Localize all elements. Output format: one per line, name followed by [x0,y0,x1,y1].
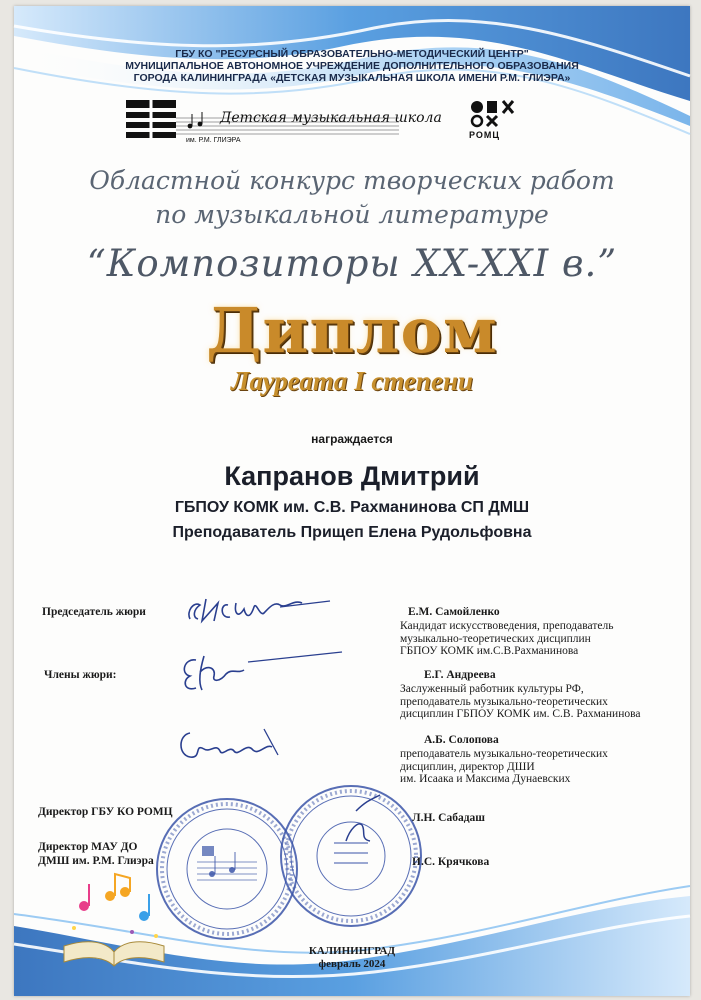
director2-label-line-1: Директор МАУ ДО [38,841,138,853]
director1-name: Л.Н. Сабадаш [412,812,485,824]
awarded-label: награждается [311,432,393,446]
member1-desc-line: Заслуженный работник культуры РФ, [400,683,584,695]
footer-date: февраль 2024 [318,958,386,970]
contest-title-line-2: по музыкальной литературе [155,200,549,229]
member2-description [400,748,690,786]
school-logo-text: Детская музыкальная школа [220,110,442,126]
organizations-header [14,48,690,84]
music-school-logo [124,96,442,144]
header-line-3: ГОРОДА КАЛИНИНГРАДА «ДЕТСКАЯ МУЗЫКАЛЬНАЯ ШКОЛА ИМЕНИ Р.М. ГЛИЭРА» [133,72,571,84]
chair-desc-line: Кандидат искусствоведения, преподаватель [400,620,614,632]
director1-label: Директор ГБУ КО РОМЦ [38,806,173,818]
chair-desc-line: ГБПОУ КОМК им.С.В.Рахманинова [400,645,579,657]
footer-place-date [14,945,690,971]
footer-city: КАЛИНИНГРАД [308,945,396,957]
laureate-degree: Лауреата I степени [230,366,474,396]
member1-desc-line: преподаватель музыкально-теоретических [400,695,608,708]
member2-desc-line: дисциплин, директор ДШИ [400,760,535,773]
contest-title-line-3: “Композиторы XX-XXI в.” [86,242,618,285]
director2-name: И.С. Крячкова [412,856,490,868]
recipient-name: Капранов Дмитрий [224,461,480,491]
diploma-page [14,6,690,996]
header-line-1: ГБУ КО "РЕСУРСНЫЙ ОБРАЗОВАТЕЛЬНО-МЕТОДИЧЕСКИЙ ЦЕНТР" [175,48,529,60]
school-logo-subtitle: им. Р.М. ГЛИЭРА [186,137,241,144]
member1-desc-line: дисциплин ГБПОУ КОМК им. С.В. Рахманинова [400,708,641,720]
member2-signature [174,721,294,771]
member1-description [400,683,690,721]
jury-chair-description [400,620,690,658]
member2-desc-line: им. Исаака и Максима Дунаевских [400,773,571,785]
jury-members-label: Члены жюри: [44,669,117,681]
jury-chair-label: Председатель жюри [42,606,146,618]
member2-desc-line: преподаватель музыкально-теоретических [400,748,608,760]
recipient-teacher: Преподаватель Прищеп Елена Рудольфовна [172,524,532,541]
director2-label-line-2: ДМШ им. Р.М. Глиэра [38,855,154,867]
romc-logo-text: РОМЦ [469,130,500,140]
header-line-2: МУНИЦИПАЛЬНОЕ АВТОНОМНОЕ УЧРЕЖДЕНИЕ ДОПОЛНИТЕЛЬНОГО ОБРАЗОВАНИЯ [125,60,579,72]
chair-desc-line: музыкально-теоретических дисциплин [400,632,591,645]
jury-chair-name: Е.М. Самойленко [408,606,500,618]
recipient-school: ГБПОУ КОМК им. С.В. Рахманинова СП ДМШ [174,499,530,516]
contest-title-line-1: Областной конкурс творческих работ [89,166,615,195]
member2-name: А.Б. Солопова [424,734,499,746]
diploma-title: Диплом [206,294,498,367]
member1-name: Е.Г. Андреева [424,669,496,681]
chair-signature [184,591,334,631]
member1-signature [174,646,344,696]
